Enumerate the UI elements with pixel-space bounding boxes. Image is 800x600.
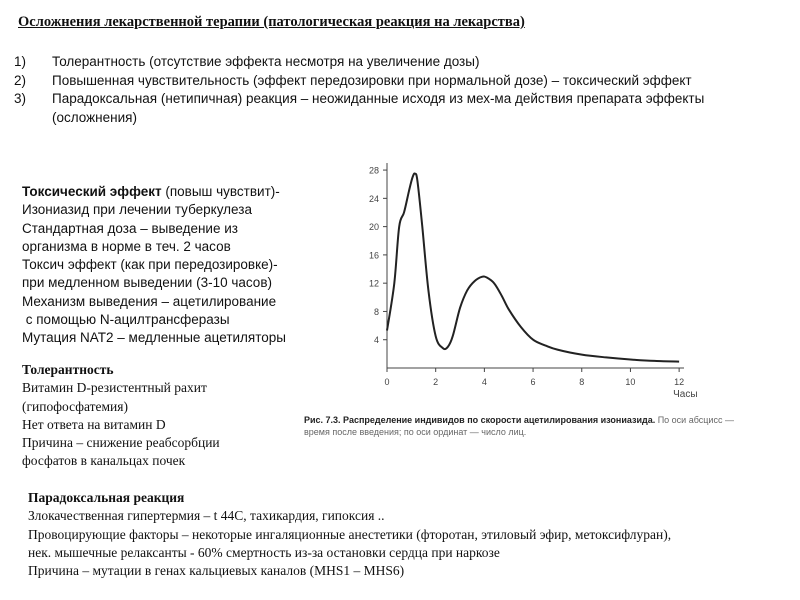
section-heading-note: (повыш чувствит)- xyxy=(161,184,280,199)
section-line: Витамин D-резистентный рахит xyxy=(22,380,207,396)
list-text: Повышенная чувствительность (эффект передозировки при нормальной дозе) – токсический эффект xyxy=(52,72,692,88)
section-heading: Толерантность xyxy=(22,362,114,377)
section-line: Стандартная доза – выведение из xyxy=(22,220,238,236)
y-tick-label: 20 xyxy=(368,222,379,233)
section-line: Изониазид при лечении туберкулеза xyxy=(22,202,252,218)
tolerance-section xyxy=(22,361,220,471)
x-axis-label: Часы xyxy=(673,389,698,400)
acetylation-chart xyxy=(332,158,702,408)
list-number: 2) xyxy=(14,72,27,88)
figure-caption-title: Рис. 7.3. Распределение индивидов по скорости ацетилирования изониазида. xyxy=(304,415,656,425)
x-tick-label: 0 xyxy=(384,377,390,387)
section-heading: Парадоксальная реакция xyxy=(28,490,185,505)
list-text-continuation: (осложнения) xyxy=(52,109,137,125)
acetylation-curve xyxy=(387,173,679,361)
x-tick-label: 10 xyxy=(625,377,636,387)
y-tick-label: 28 xyxy=(368,165,379,176)
list-number: 1) xyxy=(14,54,27,69)
section-line: нек. мышечные релаксанты - 60% смертность из-за остановки сердца при наркозе xyxy=(28,544,500,560)
list-text: Парадоксальная (нетипичная) реакция – неожиданные исходя из мех-ма действия препарата эффекты xyxy=(52,91,705,106)
list-text: Толерантность (отсутствие эффекта несмотря на увеличение дозы) xyxy=(52,54,480,69)
section-line: фосфатов в канальцах почек xyxy=(22,453,186,469)
y-axis-ticks xyxy=(369,166,387,346)
y-tick-label: 12 xyxy=(368,278,379,289)
x-axis-ticks xyxy=(384,368,684,387)
section-line: Токсич эффект (как при передозировке)- xyxy=(22,257,278,273)
figure-caption-text: По оси абсцисс — время после введения; по оси ординат — число лиц. xyxy=(304,415,734,437)
complications-list xyxy=(14,53,784,127)
x-tick-label: 2 xyxy=(433,377,439,387)
section-heading xyxy=(22,183,286,201)
y-tick-label: 24 xyxy=(368,193,379,204)
section-line: при медленном выведении (3-10 часов) xyxy=(22,275,272,291)
section-line: Злокачественная гипертермия – t 44С, тахикардия, гипоксия .. xyxy=(28,508,385,524)
figure-caption xyxy=(304,414,744,438)
section-line: с помощью N-ацилтрансферазы xyxy=(22,312,230,328)
x-tick-label: 8 xyxy=(579,377,585,387)
section-line: Механизм выведения – ацетилирование xyxy=(22,293,277,309)
x-tick-label: 6 xyxy=(530,377,536,387)
section-line: Причина – снижение реабсорбции xyxy=(22,435,220,451)
section-line: Мутация NAT2 – медленные ацетиляторы xyxy=(22,330,286,346)
list-number: 3) xyxy=(14,91,27,106)
section-heading-bold: Токсический эффект xyxy=(22,184,162,199)
section-line: организма в норме в теч. 2 часов xyxy=(22,238,231,254)
list-item xyxy=(14,72,784,91)
section-line: Причина – мутации в генах кальциевых каналов (MHS1 – MHS6) xyxy=(28,563,405,579)
chart-axes xyxy=(387,163,684,368)
section-line: Провоцирующие факторы – некоторые ингаляционные анестетики (фторотан, этиловый эфир, метоксифлуран), xyxy=(28,526,672,542)
x-tick-label: 4 xyxy=(481,377,487,387)
y-tick-label: 8 xyxy=(373,306,379,317)
y-tick-label: 16 xyxy=(368,250,379,261)
list-item xyxy=(14,90,784,109)
section-line: (гипофосфатемия) xyxy=(22,398,128,414)
paradoxical-reaction-section xyxy=(28,489,671,580)
y-tick-label: 4 xyxy=(373,335,379,346)
x-tick-label: 12 xyxy=(674,377,685,387)
toxic-effect-section xyxy=(22,183,286,348)
page-title: Осложнения лекарственной терапии (патологическая реакция на лекарства) xyxy=(18,14,525,30)
list-item xyxy=(14,53,784,72)
section-line: Нет ответа на витамин D xyxy=(22,416,166,432)
